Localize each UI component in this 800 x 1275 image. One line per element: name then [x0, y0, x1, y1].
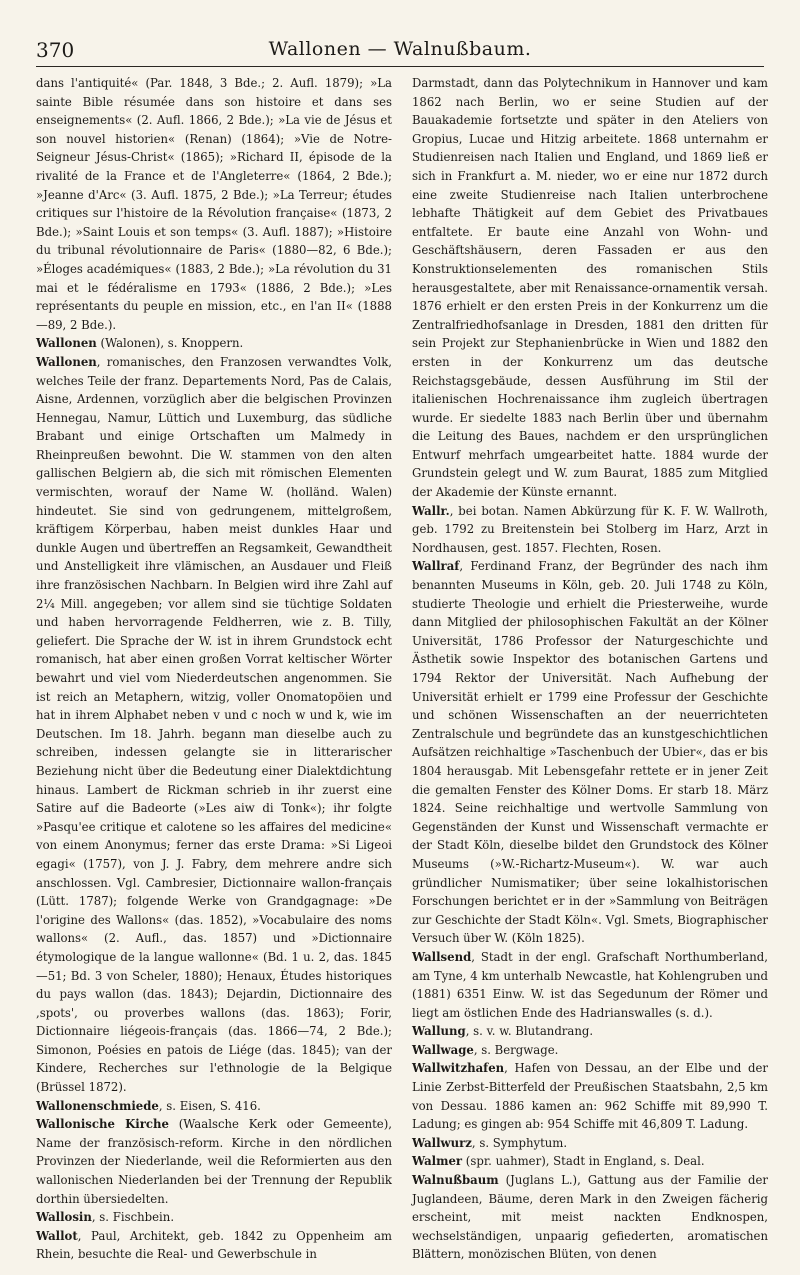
- entry-text: , romanisches, den Franzosen verwandtes Volk, welches Teile der franz. Departements Nord, Pas de Calais, Aisne, Ardennen, vorzüglich aber die belgischen Provinzen Hennegau, Namur, Lüttich und Luxemburg, das südliche Brabant und einige Ortschaften um Malmedy in Rheinpreußen bewohnt. Die W. stammen von den alten gallischen Belgiern ab, die sich mit römischen Elementen vermischten, worauf der Name W. (holländ. Walen) hindeutet. Sie sind von gedrungenem, mittelgroßem, kräftigem Körperbau, haben meist dunkles Haar und dunkle Augen und übertreffen an Regsamkeit, Gewandtheit und Anstelligkeit ihre vlämischen, an Ausdauer und Fleiß ihre französischen Nachbarn. In Belgien wird ihre Zahl auf 2¼ Mill. angegeben; vor allem sind sie tüchtige Soldaten und haben hervorragende Feldherren, wie z. B. Tilly, geliefert. Die Sprache der W. ist in ihrem Grundstock echt romanisch, hat aber einen großen Vorrat keltischer Wörter bewahrt und viel vom Niederdeutschen angenommen. Sie ist reich an Metaphern, witzig, voller Onomatopöien und hat in ihrem Alphabet neben v und c noch w und k, wie im Deutschen. Im 18. Jahrh. begann man dieselbe auch zu schreiben, indessen gelangte sie in litterarischer Beziehung nicht über die Bedeutung einer Dialektdichtung hinaus. Lambert de Rickman schrieb in ihr zuerst eine Satire auf die Badeorte (»Les aiw di Tonk«); ihr folgte »Pasqu'ee critique et calotene so les affaires del medicine« von einem Anonymus; ferner das erste Drama: »Si Ligeoi egagi« (1757), von J. J. Fabry, dem mehrere andre sich anschlossen. Vgl. Cambresier, Dictionnaire wallon-français (Lütt. 1787); folgende Werke von Grandgagnage: »De l'origine des Wallons« (das. 1852), »Vocabulaire des noms wallons« (2. Aufl., das. 1857) und »Dictionnaire étymologique de la langue wallonne« (Bd. 1 u. 2, das. 1845—51; Bd. 3 von Scheler, 1880); Henaux, Études historiques du pays wallon (das. 1843); Dejardin, Dictionnaire des ,spots', ou proverbes wallons (das. 1863); Forir, Dictionnaire liégeois-français (das. 1866—74, 2 Bde.); Simonon, Poésies en patois de Liége (das. 1845); van der Kindere, Recherches sur l'ethnologie de la Belgique (Brüssel 1872).: [36, 354, 392, 1095]
- entry-headword: Wallonen: [36, 336, 97, 351]
- dictionary-entry: [36, 1208, 392, 1227]
- entry-headword: Wallsend: [412, 949, 472, 964]
- running-title: Wallonen — Walnußbaum.: [268, 38, 532, 60]
- dictionary-entry: [36, 1227, 392, 1264]
- left-column: [36, 74, 392, 1265]
- entry-text: , s. Bergwage.: [473, 1042, 559, 1057]
- dictionary-entry: [412, 1022, 768, 1041]
- page-number: 370: [36, 38, 75, 62]
- dictionary-entry: [412, 1152, 768, 1171]
- dictionary-entry: [36, 334, 392, 353]
- dictionary-entry: [36, 1097, 392, 1116]
- entry-headword: Walnußbaum: [412, 1173, 499, 1188]
- entry-text: (spr. uahmer), Stadt in England, s. Deal.: [462, 1154, 705, 1169]
- entry-text: dans l'antiquité« (Par. 1848, 3 Bde.; 2. Aufl. 1879); »La sainte Bible résumée dans son histoire et dans ses enseignements« (2. Aufl. 1866, 2 Bde.); »La vie de Jésus et son nouvel historien« (Renan) (1864); »Vie de Notre-Seigneur Jésus-Christ« (1865); »Richard II, épisode de la rivalité de la France et de l'Angleterre« (1864, 2 Bde.); »Jeanne d'Arc« (3. Aufl. 1875, 2 Bde.); »La Terreur; études critiques sur l'histoire de la Révolution française« (1873, 2 Bde.); »Saint Louis et son temps« (3. Aufl. 1887); »Histoire du tribunal révolutionnaire de Paris« (1880—82, 6 Bde.); »Éloges académiques« (1883, 2 Bde.); »La révolution du 31 mai et le fédéralisme en 1793« (1886, 2 Bde.); »Les représentants du peuple en mission, etc., en l'an II« (1888—89, 2 Bde.).: [36, 76, 392, 332]
- entry-text: (Juglans L.), Gattung aus der Familie der Juglandeen, Bäume, deren Mark in den Zweigen fächerig erscheint, mit meist nackten Endknospen, wechselständigen, unpaarig gefiederten, aromatischen Blättern, monözischen Blüten, von denen: [412, 1173, 768, 1262]
- entry-text: , Stadt in der engl. Grafschaft Northumberland, am Tyne, 4 km unterhalb Newcastle, hat Kohlengruben und (1881) 6351 Einw. W. ist das Segedunum der Römer und liegt am östlichen Ende des Hadrianswalles (s. d.).: [412, 949, 768, 1020]
- entry-text: , Paul, Architekt, geb. 1842 zu Oppenheim am Rhein, besuchte die Real- und Gewerbschule in: [36, 1228, 392, 1262]
- dictionary-entry: [412, 1059, 768, 1133]
- page-header: [36, 36, 764, 67]
- dictionary-entry: [412, 557, 768, 947]
- entry-headword: Wallonenschmiede: [36, 1098, 159, 1113]
- entry-text: Darmstadt, dann das Polytechnikum in Hannover und kam 1862 nach Berlin, wo er seine Studien auf der Bauakademie fortsetzte und später in den Ateliers von Gropius, Lucae und Hitzig arbeitete. 1868 unternahm er Studienreisen nach Italien und England, und 1869 ließ er sich in Frankfurt a. M. nieder, wo er eine nur 1872 durch eine zweite Studienreise nach Italien unterbrochene lebhafte Thätigkeit auf dem Gebiet des Privatbaues entfaltete. Er baute eine Anzahl von Wohn- und Geschäftshäusern, deren Fassaden er aus den Konstruktionselementen des romanischen Stils herausgestaltete, aber mit Renaissance-ornamentik versah. 1876 erhielt er den ersten Preis in der Konkurrenz um die Zentralfriedhofsanlage in Dresden, 1881 den dritten für sein Projekt zur Stephanienbrücke in Wien und 1882 den ersten in der Konkurrenz um das deutsche Reichstagsgebäude, dessen Ausführung im Stil der italienischen Hochrenaissance ihm zugleich übertragen wurde. Er siedelte 1883 nach Berlin über und übernahm die Leitung des Baues, nachdem er den ursprünglichen Entwurf mehrfach umgearbeitet hatte. 1884 wurde der Grundstein gelegt und W. zum Baurat, 1885 zum Mitglied der Akademie der Künste ernannt.: [412, 76, 768, 500]
- dictionary-entry: [412, 1134, 768, 1153]
- entry-headword: Wallonische Kirche: [36, 1117, 169, 1132]
- entry-text: , s. Fischbein.: [91, 1210, 175, 1225]
- entry-headword: Wallot: [36, 1228, 78, 1243]
- text-columns: [36, 74, 768, 1265]
- entry-text: (Waalsche Kerk oder Gemeente), Name der französisch-reform. Kirche in den nördlichen Provinzen der Niederlande, weil die Reformierten aus den wallonischen Niederlanden bei der Trennung der Republik dorthin übersiedelten.: [36, 1117, 392, 1206]
- dictionary-entry: [36, 1115, 392, 1208]
- dictionary-entry: [412, 502, 768, 558]
- entry-continuation: [412, 74, 768, 502]
- entry-text: , Ferdinand Franz, der Begründer des nach ihm benannten Museums in Köln, geb. 20. Juli 1748 zu Köln, studierte Theologie und erhielt die Priesterweihe, wurde dann Mitglied der philosophischen Fakultät an der Kölner Universität, 1786 Professor der Naturgeschichte und Ästhetik sowie Inspektor des botanischen Gartens und 1794 Rektor der Universität. Nach Aufhebung der Universität erhielt er 1799 eine Professur der Geschichte und schönen Wissenschaften an der neuerrichteten Zentralschule und begründete das an kunstgeschichtlichen Aufsätzen reichhaltige »Taschenbuch der Ubier«, das er bis 1804 herausgab. Mit Lebensgefahr rettete er in jener Zeit die gemalten Fenster des Kölner Doms. Er starb 18. März 1824. Seine reichhaltige und wertvolle Sammlung von Gegenständen der Kunst und Wissenschaft vermachte er der Stadt Köln, dieselbe bildet den Grundstock des Kölner Museums (»W.-Richartz-Museum«). W. war auch gründlicher Numismatiker; über seine lokalhistorischen Forschungen berichtet er in der »Sammlung von Beiträgen zur Geschichte der Stadt Köln«. Vgl. Smets, Biographischer Versuch über W. (Köln 1825).: [412, 559, 768, 946]
- right-column: [412, 74, 768, 1265]
- dictionary-entry: [412, 1171, 768, 1264]
- entry-continuation: [36, 74, 392, 334]
- entry-text: , s. Eisen, S. 416.: [158, 1098, 261, 1113]
- entry-text: (Walonen), s. Knoppern.: [96, 336, 244, 351]
- entry-headword: Wallwurz: [412, 1135, 472, 1150]
- entry-headword: Wallraf: [412, 559, 460, 574]
- entry-text: , s. Symphytum.: [471, 1135, 568, 1150]
- entry-headword: Wallwage: [412, 1042, 474, 1057]
- entry-headword: Wallosin: [36, 1210, 92, 1225]
- entry-text: , bei botan. Namen Abkürzung für K. F. W. Wallroth, geb. 1792 zu Breitenstein bei Stolberg im Harz, Arzt in Nordhausen, gest. 1857. Flechten, Rosen.: [412, 503, 768, 555]
- entry-text: , s. v. w. Blutandrang.: [465, 1024, 594, 1039]
- entry-headword: Wallwitzhafen: [412, 1061, 505, 1076]
- entry-headword: Wallonen: [36, 354, 97, 369]
- entry-headword: Wallr.: [412, 503, 450, 518]
- entry-text: , Hafen von Dessau, an der Elbe und der Linie Zerbst-Bitterfeld der Preußischen Staatsbahn, 2,5 km von Dessau. 1886 kamen an: 962 Schiffe mit 89,990 T. Ladung; es gingen ab: 954 Schiffe mit 46,809 T. Ladung.: [412, 1061, 768, 1132]
- entry-headword: Walmer: [412, 1154, 463, 1169]
- entry-headword: Wallung: [412, 1024, 466, 1039]
- dictionary-entry: [412, 948, 768, 1022]
- dictionary-entry: [412, 1041, 768, 1060]
- dictionary-entry: [36, 353, 392, 1097]
